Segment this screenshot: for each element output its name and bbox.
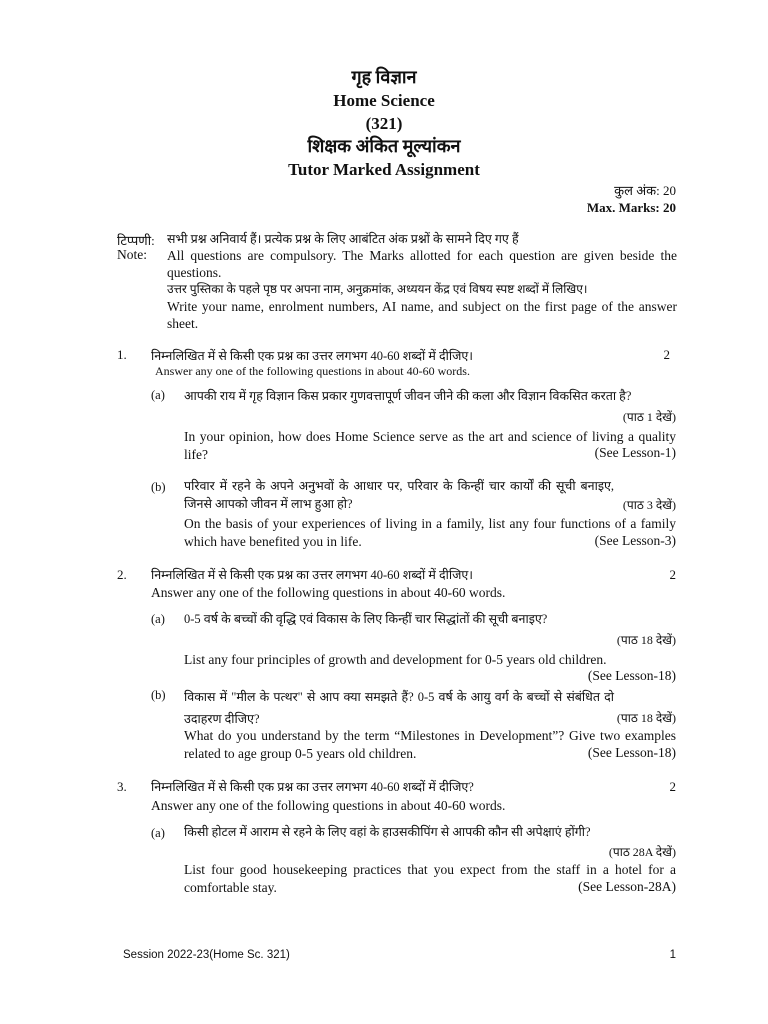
question-2a-hindi: 0-5 वर्ष के बच्चों की वृद्धि एवं विकास के लिए किन्हीं चार सिद्धांतों की सूची बनाइए? (184, 612, 548, 626)
question-2-number: 2. (117, 567, 127, 582)
footer-session: Session 2022-23(Home Sc. 321) (123, 949, 290, 961)
note-label-hindi: टिप्पणी: (117, 233, 155, 248)
question-1a-lesson-ref-hindi: (पाठ 1 देखें) (622, 410, 676, 424)
question-3-instruction-english: Answer any one of the following questions in about 40-60 words. (151, 798, 506, 813)
question-1-instruction-english: Answer any one of the following questions in about 40-60 words. (155, 364, 470, 378)
question-2b-english: What do you understand by the term “Milestones in Development”? Give two examples related to age group 0-5 years old children. (184, 728, 676, 761)
question-2a-lesson-ref-english: (See Lesson-18) (587, 668, 676, 683)
question-3-marks: 2 (669, 779, 676, 794)
note-text-english-2: Write your name, enrolment numbers, AI name, and subject on the first page of the answer sheet. (167, 299, 677, 331)
question-2a-lesson-ref-hindi: (पाठ 18 देखें) (616, 633, 676, 647)
subtitle-english: Tutor Marked Assignment (288, 160, 480, 179)
question-2b-lesson-ref-hindi: (पाठ 18 देखें) (616, 711, 676, 725)
note-label-english: Note: (117, 247, 147, 262)
question-2b-lesson-ref-english: (See Lesson-18) (582, 745, 676, 761)
note-text-hindi-2: उत्तर पुस्तिका के पहले पृष्ठ पर अपना नाम, अनुक्रमांक, अध्ययन केंद्र एवं विषय स्पष्ट शब्दों में लिखिए। (167, 282, 588, 296)
question-2b-label: (b) (151, 688, 166, 702)
question-2-instruction-english: Answer any one of the following questions in about 40-60 words. (151, 585, 506, 600)
question-2-marks: 2 (669, 567, 676, 582)
question-3-instruction-hindi: निम्नलिखित में से किसी एक प्रश्न का उत्तर लगभग 40-60 शब्दों में दीजिए? (151, 780, 474, 794)
question-1a-hindi: आपकी राय में गृह विज्ञान किस प्रकार गुणवत्तापूर्ण जीवन जीने की कला और विज्ञान विकसित करता है? (184, 389, 632, 403)
question-1-number: 1. (117, 347, 127, 362)
note-text-hindi: सभी प्रश्न अनिवार्य हैं। प्रत्येक प्रश्न के लिए आबंटित अंक प्रश्नों के सामने दिए गए हैं (167, 232, 519, 246)
question-1b-lesson-ref-hindi: (पाठ 3 देखें) (622, 498, 676, 512)
question-1-marks: 2 (663, 347, 670, 362)
title-hindi: गृह विज्ञान (351, 67, 417, 87)
question-2-instruction-hindi: निम्नलिखित में से किसी एक प्रश्न का उत्तर लगभग 40-60 शब्दों में दीजिए। (151, 568, 474, 582)
note-text-english: All questions are compulsory. The Marks allotted for each question are given beside the questions. (167, 248, 677, 280)
max-marks-english: Max. Marks: 20 (586, 200, 676, 215)
question-3-number: 3. (117, 779, 127, 794)
title-english: Home Science (333, 91, 435, 110)
question-2b-hindi: विकास में "मील के पत्थर" से आप क्या समझते हैं? 0-5 वर्ष के आयु वर्ग के बच्चों से संबंधित दो उदाहरण दीजिए? (184, 690, 614, 726)
page-number: 1 (669, 949, 676, 961)
subtitle-hindi: शिक्षक अंकित मूल्यांकन (307, 136, 461, 156)
question-3a-label: (a) (151, 826, 165, 840)
course-code: (321) (365, 114, 403, 133)
question-3a-lesson-ref-english: (See Lesson-28A) (572, 879, 676, 895)
question-3a-english: List four good housekeeping practices that you expect from the staff in a hotel for a comfortable stay. (184, 862, 676, 895)
question-2a-english: List any four principles of growth and development for 0-5 years old children. (184, 652, 607, 667)
question-3a-hindi: किसी होटल में आराम से रहने के लिए वहां के हाउसकीपिंग से आपकी कौन सी अपेक्षाएं होंगी? (184, 825, 591, 839)
question-1b-hindi: परिवार में रहने के अपने अनुभवों के आधार पर, परिवार के किन्हीं चार कार्यों की सूची बनाइए, जिनसे आपको जीवन में लाभ हुआ हो? (184, 479, 614, 511)
question-1-instruction-hindi: निम्नलिखित में से किसी एक प्रश्न का उत्तर लगभग 40-60 शब्दों में दीजिए। (151, 349, 474, 363)
question-1b-label: (b) (151, 480, 166, 494)
question-3a-lesson-ref-hindi: (पाठ 28A देखें) (608, 845, 676, 859)
question-1a-label: (a) (151, 388, 165, 402)
question-1a-english: In your opinion, how does Home Science serve as the art and science of living a quality life? (184, 429, 676, 462)
question-1b-english: On the basis of your experiences of living in a family, list any four functions of a family which have benefited you in life. (184, 516, 676, 549)
question-1b-lesson-ref-english: (See Lesson-3) (589, 533, 676, 549)
document-header (0, 66, 768, 181)
question-2a-label: (a) (151, 612, 165, 626)
max-marks-hindi: कुल अंक: 20 (614, 183, 676, 198)
question-1a-lesson-ref-english: (See Lesson-1) (589, 445, 676, 461)
